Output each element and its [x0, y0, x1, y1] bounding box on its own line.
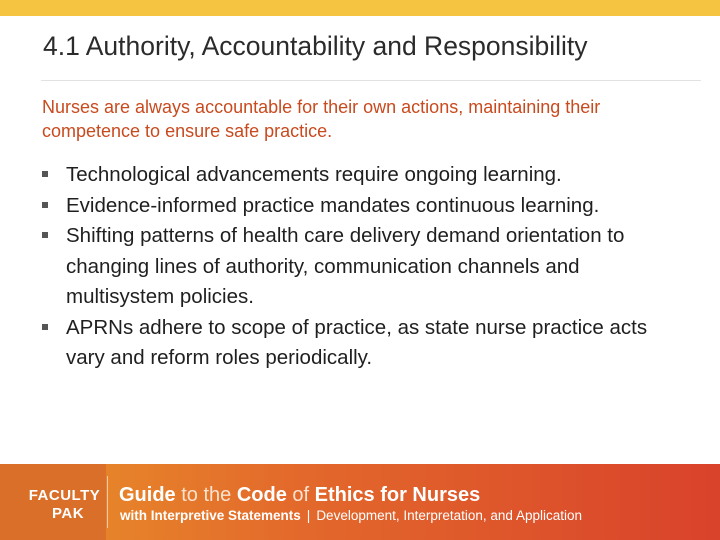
footer-banner [0, 464, 720, 540]
bullet-text: APRNs adhere to scope of practice, as state nurse practice acts vary and reform roles periodically. [66, 315, 648, 369]
bullet-item [42, 221, 682, 313]
top-accent-stripe [0, 0, 720, 16]
bullet-text: Shifting patterns of health care delivery demand orientation to changing lines of authority, communication channels and multisystem policies. [66, 224, 625, 308]
guide-subtitle-rest: Development, Interpretation, and Application [316, 508, 582, 523]
slide-title: 4.1 Authority, Accountability and Responsibility [43, 31, 588, 61]
square-bullet-icon [42, 171, 48, 177]
title-divider [41, 80, 701, 81]
guide-title [119, 484, 480, 507]
bullet-text: Evidence-informed practice mandates continuous learning. [66, 193, 600, 217]
guide-subtitle-bold: with Interpretive Statements [120, 508, 301, 523]
guide-subtitle-separator: | [306, 508, 311, 523]
square-bullet-icon [42, 324, 48, 330]
guide-title-part: Code [236, 484, 287, 506]
guide-title-part: to the [175, 484, 237, 506]
bullet-item [42, 191, 682, 222]
bullet-item [42, 160, 682, 191]
bullet-text: Technological advancements require ongoing learning. [66, 163, 562, 186]
faculty-label: FACULTY [28, 487, 101, 504]
guide-title-part: Ethics for Nurses [314, 484, 481, 506]
lead-statement: Nurses are always accountable for their own actions, maintaining their competence to ensure safe practice. [42, 97, 601, 141]
guide-subtitle [120, 508, 582, 523]
square-bullet-icon [42, 232, 48, 238]
bullet-list [42, 160, 682, 374]
square-bullet-icon [42, 202, 48, 208]
bullet-item [42, 313, 682, 374]
guide-title-part: Guide [119, 484, 176, 506]
faculty-pak-block [0, 464, 106, 540]
guide-title-part: of [286, 484, 315, 506]
footer-divider [107, 476, 108, 528]
pak-label: PAK [52, 505, 85, 522]
